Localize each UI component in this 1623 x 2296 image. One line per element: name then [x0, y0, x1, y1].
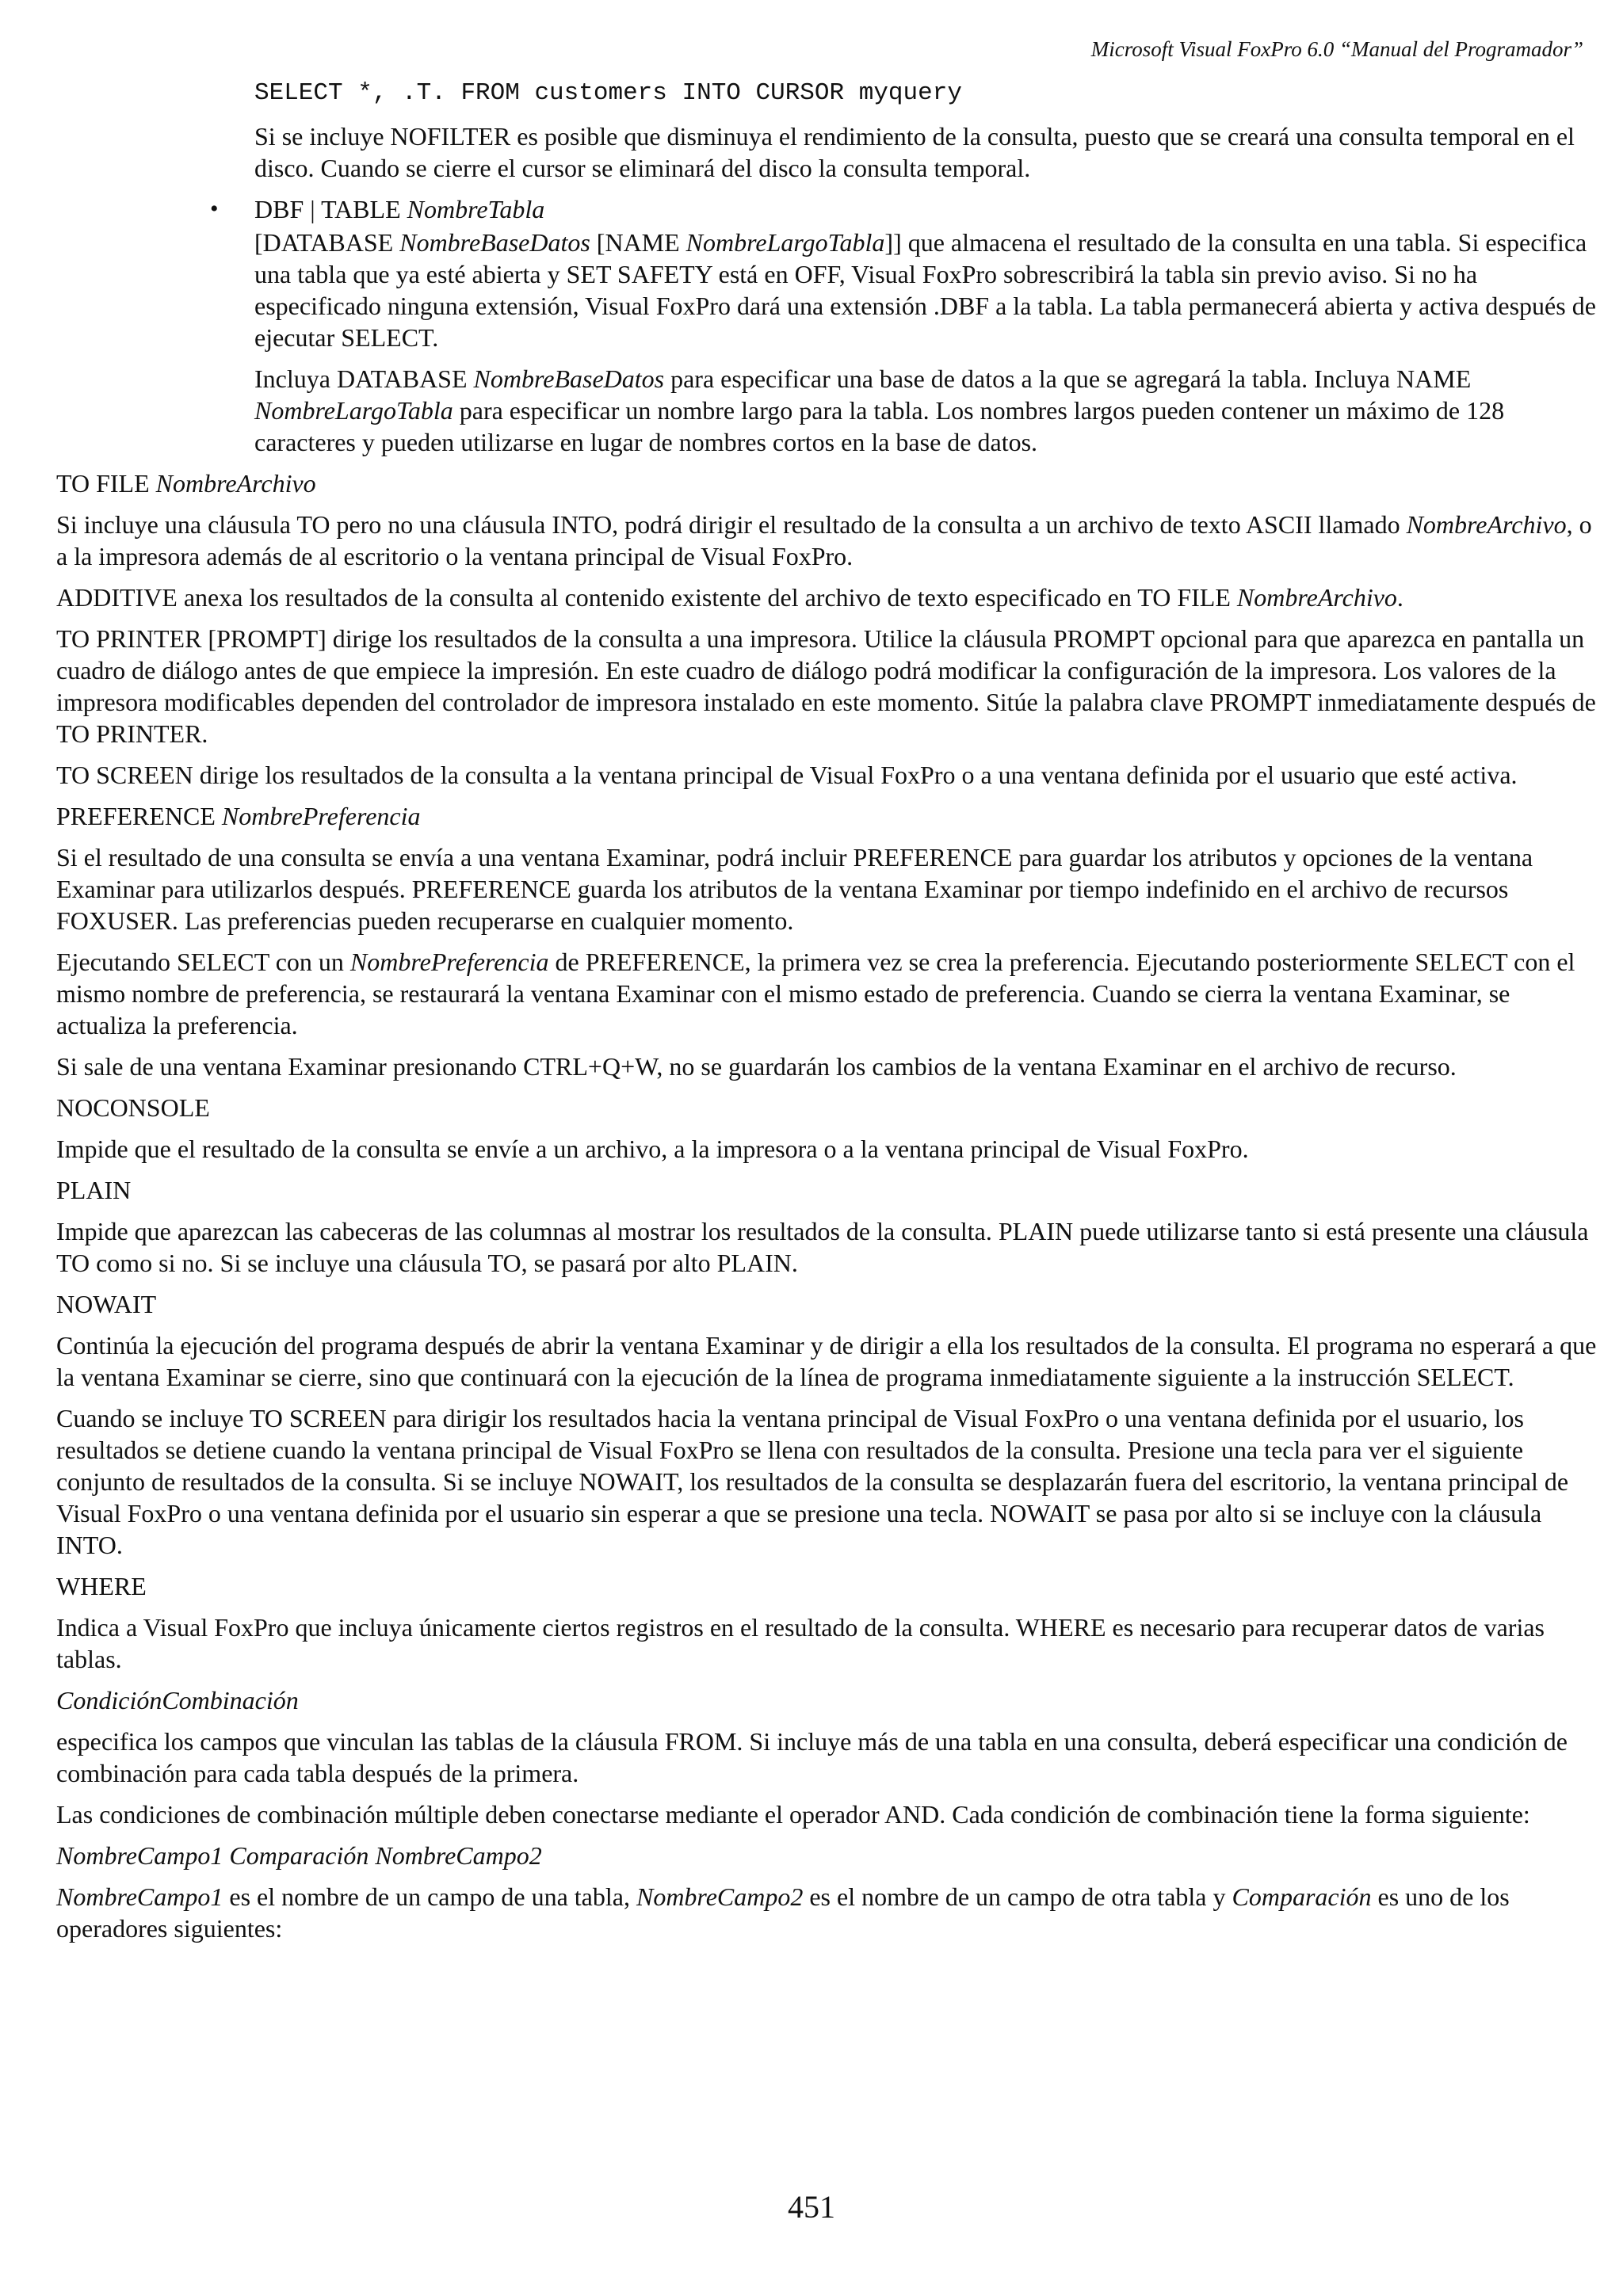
param-run: NombreBaseDatos	[473, 364, 665, 393]
text-run: de PREFERENCE, la primera vez se crea la preferencia. Ejecutando posteriormente SELECT con el mismo nombre de preferencia, se restaurará la ventana Examinar con el mismo estado de preferencia. Cuando se cierra la ventana Examinar, se actualiza la preferencia.	[56, 948, 1575, 1039]
text-run: es el nombre de un campo de otra tabla y	[803, 1882, 1232, 1911]
plain-heading: PLAIN	[56, 1176, 132, 1204]
join-condition-form	[56, 1840, 1598, 1871]
text-run: TO FILE	[56, 469, 156, 498]
dbf-table-keyword: DBF | TABLE	[254, 195, 407, 223]
param-run: NombreLargoTabla	[254, 396, 453, 425]
code-example: SELECT *, .T. FROM customers INTO CURSOR myquery	[254, 79, 962, 107]
text-run: , o a la impresora además de al escritorio o la ventana principal de Visual FoxPro.	[56, 510, 1592, 570]
text-run: para especificar una base de datos a la que se agregará la tabla. Incluya NAME	[664, 364, 1472, 393]
param-run: NombreArchivo	[1406, 510, 1567, 539]
text-run: .	[1396, 583, 1403, 612]
where-heading: WHERE	[56, 1572, 147, 1600]
text-run: [DATABASE	[254, 228, 400, 257]
to-file-heading	[56, 467, 1598, 499]
param-run: CondiciónCombinación	[56, 1686, 299, 1714]
param-run: NombreCampo1	[56, 1882, 223, 1911]
param-run: NombreArchivo	[1236, 583, 1397, 612]
text-run: es uno de los operadores siguientes:	[56, 1882, 1510, 1943]
param-run: NombreBaseDatos	[399, 228, 590, 257]
text-run: Incluya DATABASE	[254, 364, 474, 393]
nowait-paragraph-2: Cuando se incluye TO SCREEN para dirigir los resultados hacia la ventana principal de Visual FoxPro o una ventana definida por el usuario, los resultados se detiene cuando la ventana principal de Visual FoxPro se llena con resultados de la consulta. Presione una tecla para ver el siguiente conjunto de resultados de la consulta. Si se incluye NOWAIT, los resultados de la consulta se desplazarán fuera del escritorio, la ventana principal de Visual FoxPro o una ventana definida por el usuario sin esperar a que se presione una tecla. NOWAIT se pasa por alto si se incluye con la cláusula INTO.	[56, 1404, 1569, 1559]
preference-heading	[56, 800, 1598, 832]
to-printer-paragraph: TO PRINTER [PROMPT] dirige los resultados de la consulta a una impresora. Utilice la cláusula PROMPT opcional para que aparezca en pantalla un cuadro de diálogo antes de que empiece la impresión. En este cuadro de diálogo podrá modificar la configuración de la impresora. Los valores de la impresora modificables dependen del controlador de impresora instalado en este momento. Sitúe la palabra clave PROMPT inmediatamente después de TO PRINTER.	[56, 624, 1596, 748]
param-run: Comparación	[1232, 1882, 1372, 1911]
text-run: ADDITIVE anexa los resultados de la consulta al contenido existente del archivo de texto especificado en TO FILE	[56, 583, 1237, 612]
text-run: PREFERENCE	[56, 802, 222, 830]
text-run: ]] que almacena el resultado de la consulta en una tabla. Si especifica una tabla que ya esté abierta y SET SAFETY está en OFF, Visual FoxPro sobrescribirá la tabla sin previo aviso. Si no ha especificado ninguna extensión, Visual FoxPro dará una extensión .DBF a la tabla. La tabla permanecerá abierta y activa después de ejecutar SELECT.	[254, 228, 1596, 352]
text-run: para especificar un nombre largo para la tabla. Los nombres largos pueden contener un máximo de 128 caracteres y pueden utilizarse en lugar de nombres cortos en la base de datos.	[254, 396, 1505, 456]
join-condition-paragraph-2: Las condiciones de combinación múltiple deben conectarse mediante el operador AND. Cada condición de combinación tiene la forma siguiente:	[56, 1800, 1530, 1829]
noconsole-paragraph: Impide que el resultado de la consulta se envíe a un archivo, a la impresora o a la ventana principal de Visual FoxPro.	[56, 1135, 1249, 1163]
join-condition-paragraph-1: especifica los campos que vinculan las tablas de la cláusula FROM. Si incluye más de una tabla en una consulta, deberá especificar una condición de combinación para cada tabla después de la primera.	[56, 1727, 1568, 1787]
dbf-database-paragraph	[254, 227, 1598, 353]
nowait-paragraph-1: Continúa la ejecución del programa después de abrir la ventana Examinar y de dirigir a ella los resultados de la consulta. El programa no esperará a que la ventana Examinar se cierre, sino que continuará con la ejecución de la línea de programa inmediatamente siguiente a la instrucción SELECT.	[56, 1331, 1597, 1391]
dbf-table-bullet	[210, 193, 1598, 225]
param-run: NombrePreferencia	[221, 802, 421, 830]
nofilter-paragraph: Si se incluye NOFILTER es posible que disminuya el rendimiento de la consulta, puesto que se creará una consulta temporal en el disco. Cuando se cierre el cursor se eliminará del disco la consulta temporal.	[254, 122, 1575, 182]
where-paragraph: Indica a Visual FoxPro que incluya únicamente ciertos registros en el resultado de la consulta. WHERE es necesario para recuperar datos de varias tablas.	[56, 1613, 1545, 1673]
text-run: Ejecutando SELECT con un	[56, 948, 350, 976]
preference-paragraph-3: Si sale de una ventana Examinar presionando CTRL+Q+W, no se guardarán los cambios de la ventana Examinar en el archivo de recurso.	[56, 1052, 1457, 1081]
dbf-table-param: NombreTabla	[407, 195, 545, 223]
dbf-name-paragraph	[254, 363, 1598, 458]
to-screen-paragraph: TO SCREEN dirige los resultados de la consulta a la ventana principal de Visual FoxPro o a una ventana definida por el usuario que esté activa.	[56, 761, 1518, 789]
clause-list	[56, 467, 1598, 1944]
param-run: NombreCampo1 Comparación NombreCampo2	[56, 1841, 542, 1870]
plain-paragraph: Impide que aparezcan las cabeceras de las columnas al mostrar los resultados de la consulta. PLAIN puede utilizarse tanto si está presente una cláusula TO como si no. Si se incluye una cláusula TO, se pasará por alto PLAIN.	[56, 1217, 1589, 1277]
param-run: NombrePreferencia	[349, 948, 549, 976]
param-run: NombreCampo2	[636, 1882, 804, 1911]
join-condition-paragraph-3	[56, 1881, 1598, 1944]
text-run: [NAME	[590, 228, 686, 257]
text-run: Si incluye una cláusula TO pero no una cláusula INTO, podrá dirigir el resultado de la consulta a un archivo de texto ASCII llamado	[56, 510, 1407, 539]
running-header: Microsoft Visual FoxPro 6.0 “Manual del Programador”	[1090, 37, 1583, 61]
param-run: NombreLargoTabla	[685, 228, 885, 257]
join-condition-heading	[56, 1684, 1598, 1716]
to-file-paragraph	[56, 509, 1598, 572]
preference-paragraph-1: Si el resultado de una consulta se envía a una ventana Examinar, podrá incluir PREFERENCE para guardar los atributos y opciones de la ventana Examinar para utilizarlos después. PREFERENCE guarda los atributos de la ventana Examinar por tiempo indefinido en el archivo de recursos FOXUSER. Las preferencias pueden recuperarse en cualquier momento.	[56, 843, 1533, 935]
additive-paragraph	[56, 582, 1598, 613]
preference-paragraph-2	[56, 946, 1598, 1041]
text-run: es el nombre de un campo de una tabla,	[223, 1882, 636, 1911]
page-content	[56, 73, 1598, 1954]
param-run: NombreArchivo	[155, 469, 316, 498]
bullet-icon: •	[210, 196, 219, 222]
noconsole-heading: NOCONSOLE	[56, 1093, 210, 1122]
nowait-heading: NOWAIT	[56, 1290, 157, 1318]
page-number: 451	[788, 2189, 835, 2225]
